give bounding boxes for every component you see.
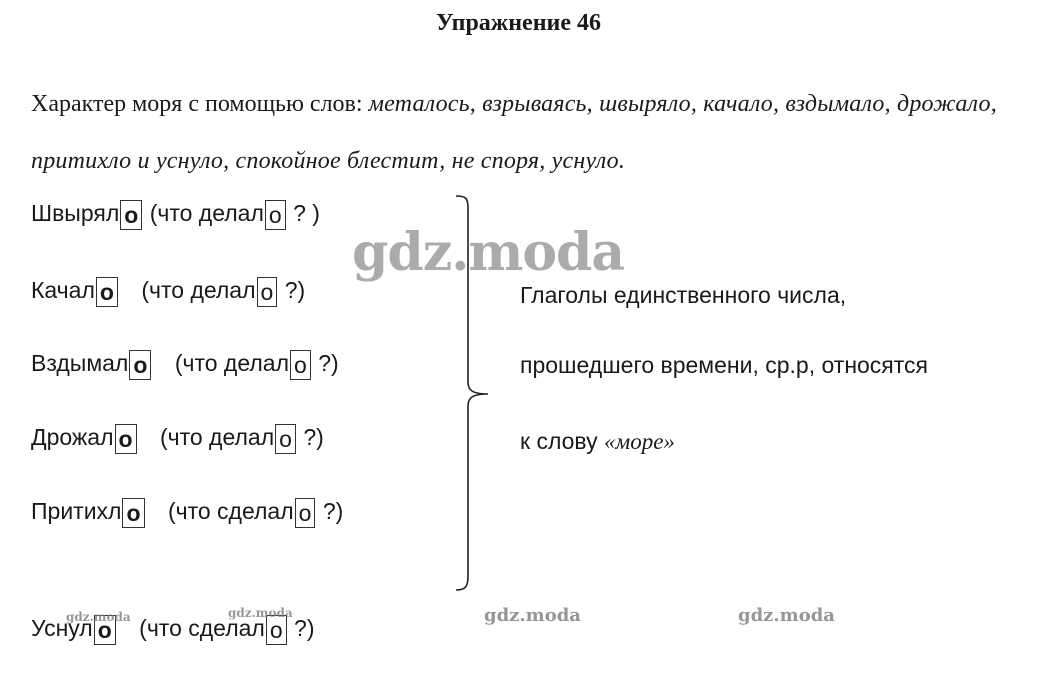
verb-row: [31, 277, 305, 307]
ending-box: о: [122, 498, 144, 528]
question-ending-box: о: [266, 615, 287, 645]
verb-stem: Дрожал: [31, 424, 114, 451]
intro-lead: Характер моря с помощью слов:: [31, 91, 363, 117]
watermark-tiny: gdz.moda: [66, 610, 131, 624]
verb-stem: Швырял: [31, 200, 120, 227]
question-ending-box: о: [290, 350, 311, 380]
question-ending-box: о: [257, 277, 278, 307]
explanation-line-3: [520, 428, 675, 455]
watermark-large: gdz.moda: [352, 222, 625, 283]
verb-row: [31, 498, 343, 528]
verb-stem: Вздымал: [31, 350, 129, 377]
verb-row: [31, 350, 339, 380]
question-close: ?): [284, 277, 306, 304]
question-open: (что делал: [174, 350, 289, 377]
question-open: (что делал: [141, 277, 256, 304]
ending-box: о: [96, 277, 118, 307]
explanation-prefix: к слову: [520, 428, 605, 454]
verb-stem: Уснул: [31, 615, 93, 642]
exercise-title: Упражнение 46: [435, 10, 601, 36]
watermark-tiny: gdz.moda: [228, 606, 293, 620]
ending-box: о: [120, 200, 142, 230]
verb-stem: Качал: [31, 277, 95, 304]
question-open: (что сделал: [167, 498, 294, 525]
explanation-word: «море»: [604, 429, 675, 454]
verb-row: [31, 200, 320, 230]
question-open: (что делал: [159, 424, 275, 451]
question-ending-box: о: [275, 424, 296, 454]
question-open: (что делал: [149, 200, 264, 227]
question-open: (что сделал: [139, 615, 265, 642]
question-close: ? ): [293, 200, 320, 227]
intro-words: металось, взрываясь, швыряло, качало, вздымало, дрожало, притихло и уснуло, спокойное блестит, не споря, уснуло.: [31, 91, 997, 174]
intro-text: [31, 76, 1021, 190]
question-close: ?): [294, 615, 315, 642]
ending-box: о: [129, 350, 151, 380]
explanation-line-2: прошедшего времени, ср.р, относятся: [520, 352, 928, 378]
explanation-line-1: Глаголы единственного числа,: [520, 282, 847, 308]
verb-stem: Притихл: [31, 498, 122, 525]
watermark-small: gdz.moda: [484, 605, 581, 626]
verb-row: [31, 424, 324, 454]
watermark-small: gdz.moda: [738, 605, 835, 626]
question-ending-box: о: [265, 200, 286, 230]
ending-box: о: [115, 424, 137, 454]
ending-box: о: [94, 615, 116, 645]
question-close: ?): [322, 498, 344, 525]
question-close: ?): [303, 424, 324, 451]
question-close: ?): [318, 350, 339, 377]
question-ending-box: о: [295, 498, 316, 528]
